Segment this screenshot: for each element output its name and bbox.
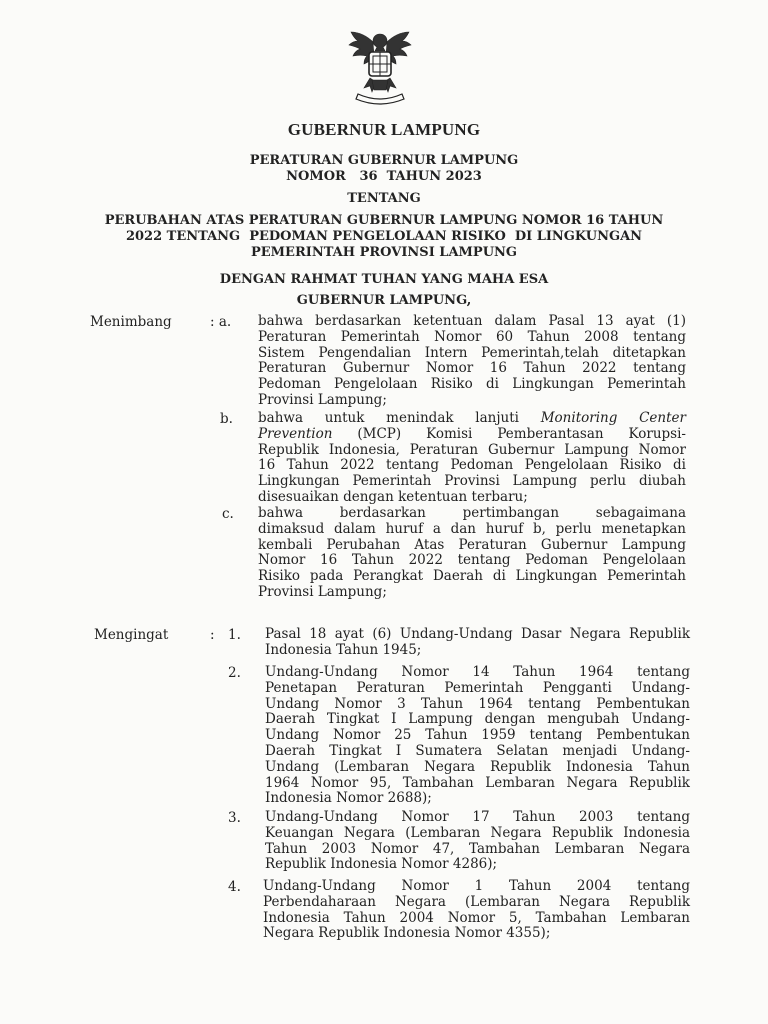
text-line: Lingkungan Pemerintah Provinsi Lampung perlu diubah [258,473,686,490]
text-line: Daerah Tingkat I Sumatera Selatan menjadi Undang- [265,742,690,759]
regulation-number: NOMOR 36 TAHUN 2023 [286,169,482,184]
mengingat-item-1 [265,627,690,659]
item-marker: b. [220,411,233,427]
mengingat-item-4 [263,879,690,942]
text-line: Perbendaharaan Negara (Lembaran Negara Republik [263,893,690,910]
item-marker: : a. [210,314,232,330]
text-line: Undang Nomor 25 Tahun 1959 tentang Pembentukan [265,727,690,744]
item-marker: 3. [228,810,241,826]
item-marker: 1. [228,627,241,643]
item-marker: c. [222,506,234,522]
text-line: Provinsi Lampung; [258,391,387,408]
about-heading: TENTANG [347,191,421,206]
text-line: Undang (Lembaran Negara Republik Indonesia Tahun [265,758,690,775]
text-line: Tahun 2003 Nomor 47, Tambahan Lembaran Negara [265,840,690,857]
text-line: bahwa untuk menindak lanjuti Monitoring Center [258,410,686,426]
text-line: Risiko pada Perangkat Daerah di Lingkungan Pemerintah [258,568,686,585]
text-line: Undang-Undang Nomor 1 Tahun 2004 tentang [263,878,690,894]
text-line: Indonesia Tahun 1945; [265,641,422,658]
title-line: 2022 TENTANG PEDOMAN PENGELOLAAN RISIKO DI LINGKUNGAN [125,229,643,244]
text-line: Peraturan Pemerintah Nomor 60 Tahun 2008 tentang [258,328,686,345]
text-line: Daerah Tingkat I Lampung dengan mengubah Undang- [265,711,690,728]
text-line: Prevention (MCP) Komisi Pemberantasan Korupsi- [258,425,686,442]
text-line: Sistem Pengendalian Intern Pemerintah,telah ditetapkan [258,344,686,361]
menimbang-item-c [258,506,686,601]
mengingat-item-2 [265,665,690,807]
title-line: PEMERINTAH PROVINSI LAMPUNG [250,245,518,260]
text-line: Negara Republik Indonesia Nomor 4355); [263,925,551,942]
issuer-heading: GUBERNUR LAMPUNG, [296,293,472,308]
item-marker: 4. [228,879,241,895]
blessing-heading: DENGAN RAHMAT TUHAN YANG MAHA ESA [219,272,549,287]
menimbang-item-a [258,314,686,409]
text-line: bahwa berdasarkan ketentuan dalam Pasal 13 ayat (1) [258,313,686,329]
item-marker: 2. [228,665,241,681]
title-line: PERUBAHAN ATAS PERATURAN GUBERNUR LAMPUNG NOMOR 16 TAHUN [104,213,664,228]
item-colon: : [210,627,215,643]
text-line: Undang-Undang Nomor 17 Tahun 2003 tentang [265,809,690,825]
text-line: kembali Perubahan Atas Peraturan Gubernur Lampung [258,536,686,553]
text-line: Republik Indonesia Nomor 4286); [265,856,498,873]
text-line: Pasal 18 ayat (6) Undang-Undang Dasar Negara Republik [265,626,690,642]
text-line: Pedoman Pengelolaan Risiko di Lingkungan Pemerintah [258,376,686,393]
text-line: 1964 Nomor 95, Tambahan Lembaran Negara Republik [265,774,690,791]
text-line: disesuaikan dengan ketentuan terbaru; [258,488,528,505]
garuda-emblem-icon [332,28,428,110]
mengingat-item-3 [265,810,690,873]
text-line: Peraturan Gubernur Nomor 16 Tahun 2022 tentang [258,360,686,377]
text-line: dimaksud dalam huruf a dan huruf b, perlu menetapkan [258,520,686,537]
text-line: Republik Indonesia, Peraturan Gubernur Lampung Nomor [258,441,686,458]
governor-heading: GUBERNUR LAMPUNG [287,120,481,139]
text-line: Indonesia Nomor 2688); [265,790,432,807]
text-line: Provinsi Lampung; [258,583,387,600]
text-line: Undang-Undang Nomor 14 Tahun 1964 tentang [265,664,690,680]
regulation-heading: PERATURAN GUBERNUR LAMPUNG [249,153,519,168]
text-line: Keuangan Negara (Lembaran Negara Republik Indonesia [265,824,690,841]
menimbang-item-b [258,411,686,506]
text-line: 16 Tahun 2022 tentang Pedoman Pengelolaan Risiko di [258,457,686,474]
text-line: Nomor 16 Tahun 2022 tentang Pedoman Pengelolaan [258,552,686,569]
mengingat-label: Mengingat [94,627,169,643]
text-line: Undang Nomor 3 Tahun 1964 tentang Pembentukan [265,695,690,712]
text-line: Penetapan Peraturan Pemerintah Pengganti Undang- [265,679,690,696]
menimbang-label: Menimbang [90,314,172,330]
text-line: Indonesia Tahun 2004 Nomor 5, Tambahan Lembaran [263,909,690,926]
text-line: bahwa berdasarkan pertimbangan sebagaimana [258,505,686,521]
